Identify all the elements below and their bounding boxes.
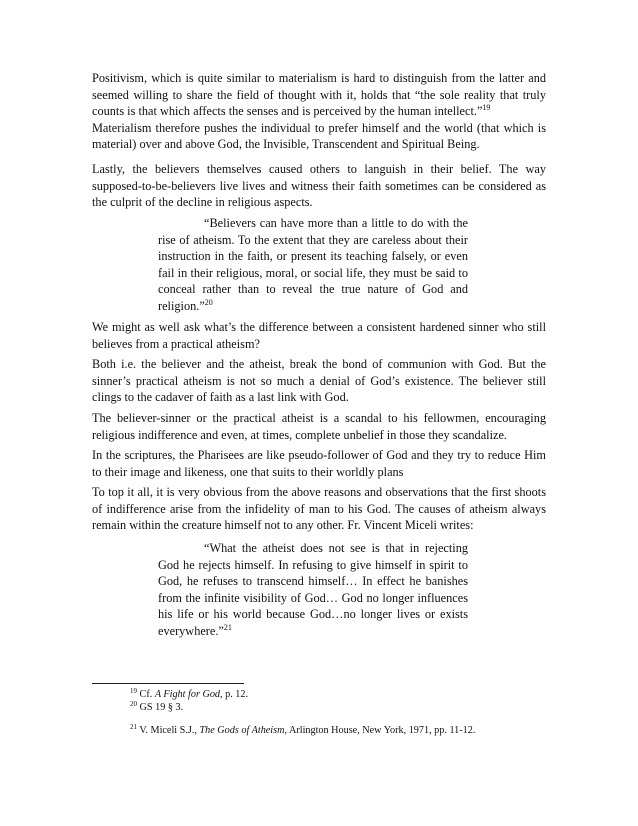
footnote-number: 19 — [130, 687, 137, 695]
footnote-divider — [92, 683, 244, 684]
paragraph-text: Positivism, which is quite similar to materialism is hard to distinguish from the latter and seemed willing to share the field of thought with it, holds that “the sole reality that truly counts is that which affects the senses and is perceived by the human intellect.” — [92, 71, 546, 119]
paragraph-positivism — [92, 70, 546, 153]
footnote-19 — [130, 688, 550, 701]
block-quote-miceli — [158, 540, 468, 640]
footnote-20 — [130, 701, 550, 714]
footnote-21 — [130, 724, 550, 737]
footnote-text: GS 19 § 3. — [139, 702, 184, 713]
footnote-number: 20 — [130, 700, 137, 708]
footnote-title: A Fight for God — [154, 689, 221, 700]
footnote-number: 21 — [130, 723, 137, 731]
paragraph-communion: Both i.e. the believer and the atheist, break the bond of communion with God. But the sinner’s practical atheism is not so much a denial of God’s existence. The believer still clings to the cadaver of faith as a last link with God. — [92, 357, 546, 405]
footnote-ref: 19 — [482, 103, 491, 113]
footnote-text: , Arlington House, New York, 1971, pp. 11-12. — [284, 725, 476, 736]
paragraph-pharisees: In the scriptures, the Pharisees are like pseudo-follower of God and they try to reduce Him to their image and likeness, one that suits to their worldly plans — [92, 448, 546, 479]
paragraph-indifference: To top it all, it is very obvious from the above reasons and observations that the first shoots of indifference arise from the infidelity of man to his God. The causes of atheism always remain within the creature himself not to any other. Fr. Vincent Miceli writes: — [92, 485, 546, 533]
paragraph-believers: Lastly, the believers themselves caused others to languish in their belief. The way supposed-to-be-believers live lives and witness their faith sometimes can be considered as the culprit of the decline in religious aspects. — [92, 162, 546, 210]
paragraph-sinner-question: We might as well ask what’s the difference between a consistent hardened sinner who still believes from a practical atheism? — [92, 320, 546, 351]
footnote-text: V. Miceli S.J., — [139, 725, 200, 736]
quote-text: “Believers can have more than a little to do with the rise of atheism. To the extent that they are careless about their instruction in the faith, or present its teaching falsely, or even fail in their religious, moral, or social life, they must be said to conceal rather than to reveal the true nature of God and religion.” — [158, 216, 468, 313]
footnote-text: Cf. — [139, 689, 155, 700]
paragraph-text: Materialism therefore pushes the individual to prefer himself and the world (that which is material) over and above God, the Invisible, Transcendent and Spiritual Being. — [92, 120, 546, 152]
footnote-ref: 21 — [223, 622, 232, 632]
footnote-ref: 20 — [204, 297, 213, 307]
paragraph-scandal: The believer-sinner or the practical atheist is a scandal to his fellowmen, encouraging religious indifference and even, at times, complete unbelief in those they scandalize. — [92, 411, 546, 442]
quote-text: “What the atheist does not see is that in rejecting God he rejects himself. In refusing to give himself in spirit to God, he refuses to transcend himself… In effect he banishes from the infinite visibility of God… God no longer influences his life or his world because God…no longer lives or exists everywhere.” — [158, 541, 468, 638]
footnote-text: , p. 12. — [220, 689, 249, 700]
block-quote-believers — [158, 215, 468, 315]
footnote-title: The Gods of Atheism — [199, 725, 285, 736]
